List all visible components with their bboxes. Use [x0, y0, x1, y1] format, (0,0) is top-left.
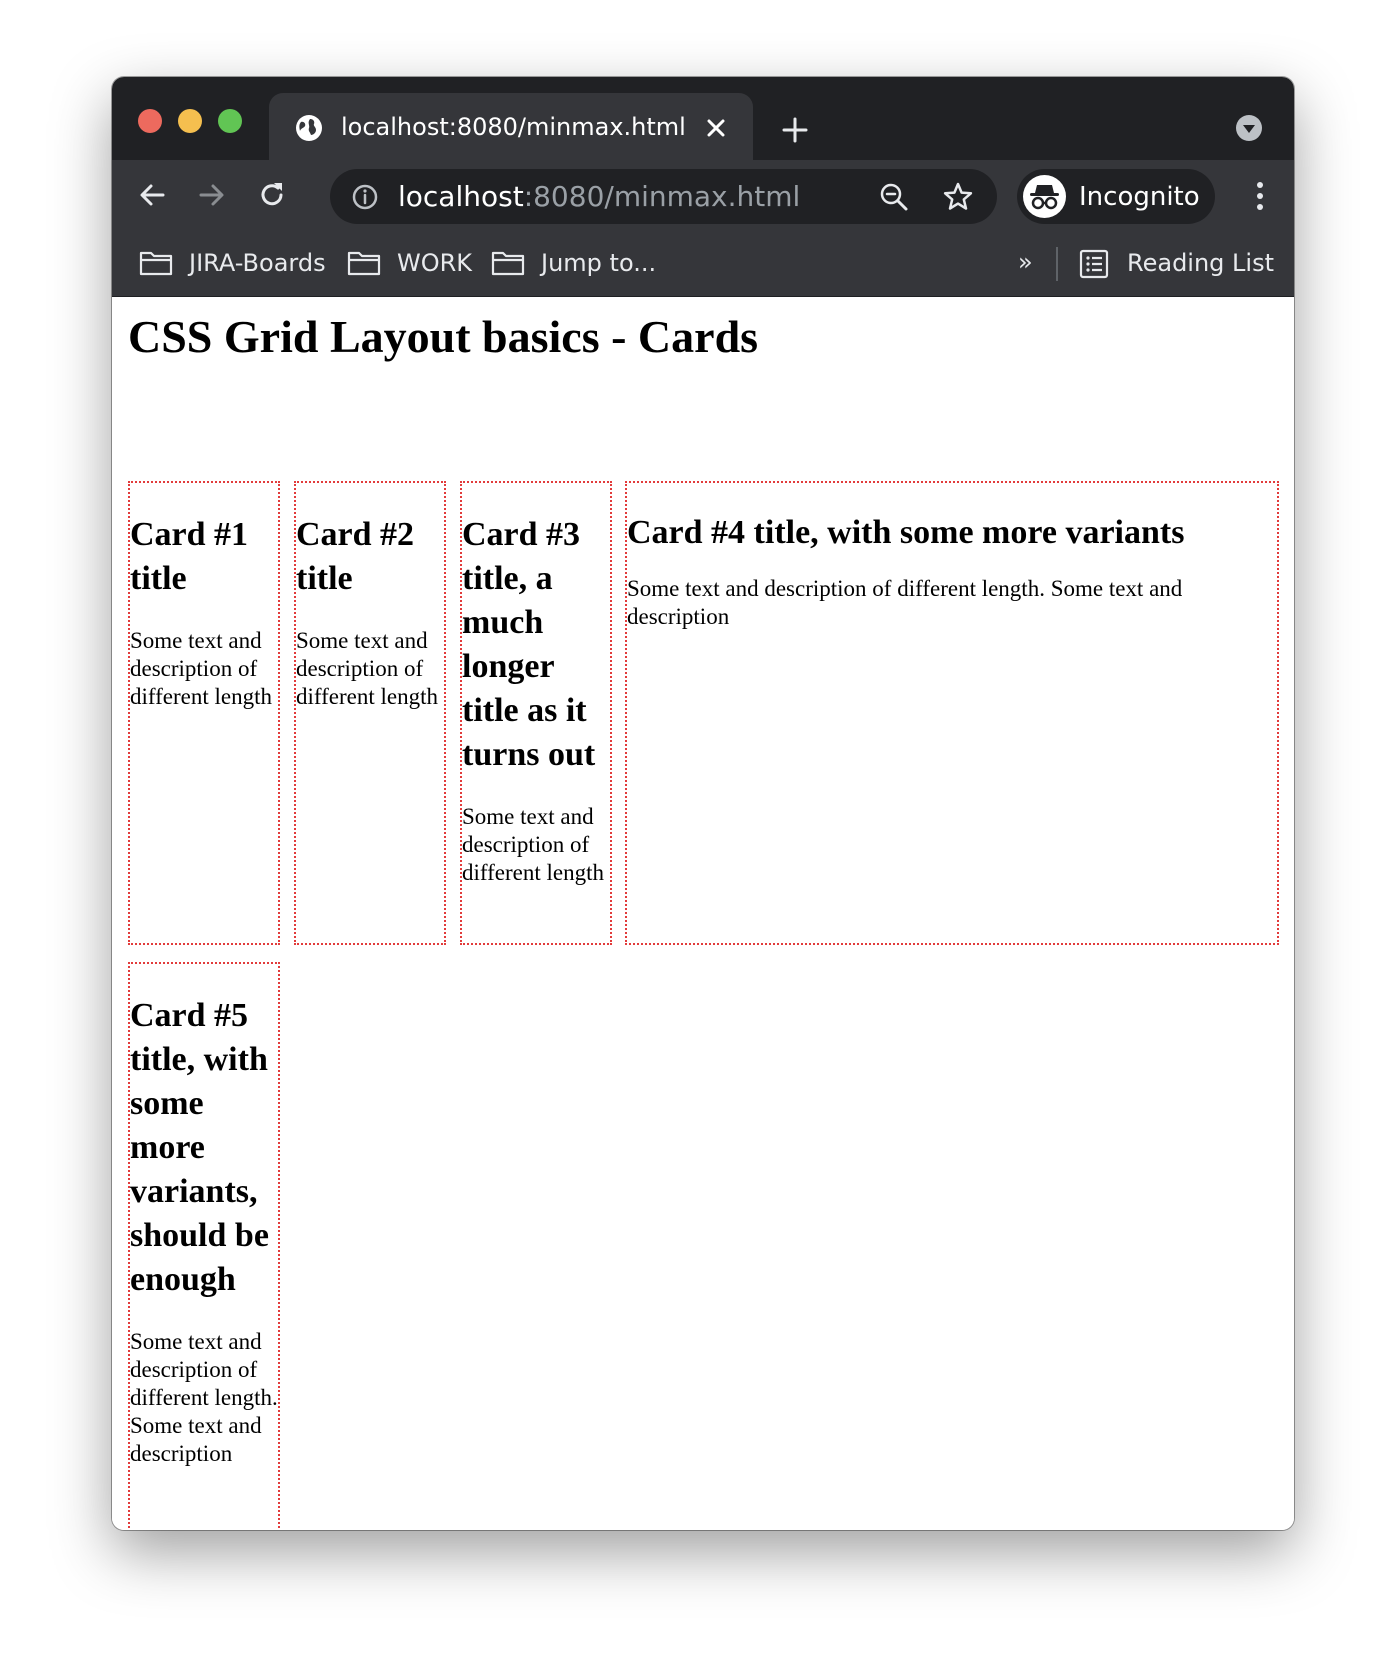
- forward-icon[interactable]: [196, 179, 228, 211]
- browser-window: [112, 77, 1294, 1530]
- back-icon[interactable]: [136, 179, 168, 211]
- minimize-window-button[interactable]: [178, 109, 202, 133]
- bookmark-folder-work[interactable]: [347, 247, 472, 279]
- card-text: Some text and description of different length. Some text and description: [627, 576, 1183, 629]
- bookmark-folder-jump-to[interactable]: [491, 247, 661, 279]
- reading-list-icon: [1079, 249, 1109, 279]
- tab-search-icon[interactable]: [1234, 113, 1264, 143]
- bookmarks-divider: [1056, 247, 1058, 281]
- url-text[interactable]: [398, 181, 800, 213]
- card-text: Some text and description of different length: [462, 804, 604, 885]
- incognito-icon: [1023, 175, 1066, 218]
- folder-icon: [139, 250, 173, 276]
- address-bar[interactable]: [330, 169, 997, 224]
- reading-list-button[interactable]: [1079, 247, 1274, 279]
- bookmark-label: WORK: [397, 249, 473, 277]
- bookmark-folder-jira-boards[interactable]: [139, 247, 329, 279]
- url-path: :8080/minmax.html: [523, 180, 801, 213]
- zoom-window-button[interactable]: [218, 109, 242, 133]
- card-text: Some text and description of different length. Some text and description: [130, 1329, 278, 1466]
- reload-icon[interactable]: [256, 179, 288, 211]
- more-menu-icon[interactable]: [1248, 179, 1272, 213]
- card-text: Some text and description of different length: [130, 628, 272, 709]
- card-text: Some text and description of different length: [296, 628, 438, 709]
- page-title: CSS Grid Layout basics - Cards: [128, 311, 759, 362]
- profile-button[interactable]: [1017, 169, 1215, 224]
- active-tab[interactable]: [269, 93, 753, 160]
- close-tab-icon[interactable]: [703, 115, 729, 141]
- bookmarks-bar: [112, 231, 1294, 297]
- close-window-button[interactable]: [138, 109, 162, 133]
- tab-strip: [112, 77, 1294, 160]
- globe-icon: [294, 113, 324, 143]
- card-2: [294, 481, 446, 945]
- zoom-out-icon[interactable]: [878, 181, 910, 213]
- card-4: [625, 481, 1279, 945]
- card-5: [128, 962, 280, 1530]
- folder-icon: [347, 250, 381, 276]
- page-content: [112, 297, 1294, 1530]
- bookmark-star-icon[interactable]: [942, 181, 974, 213]
- card-title: Card #4 title, with some more variants: [627, 514, 1185, 551]
- new-tab-icon[interactable]: [780, 115, 810, 145]
- bookmark-label: Jump to...: [541, 249, 657, 277]
- bookmark-label: JIRA-Boards: [189, 249, 326, 277]
- toolbar: [112, 160, 1294, 231]
- reading-list-label: Reading List: [1127, 249, 1274, 277]
- card-title: Card #3 title, a much longer title as it turns out: [462, 516, 596, 773]
- bookmarks-overflow-button[interactable]: »: [1018, 248, 1033, 276]
- card-3: [460, 481, 612, 945]
- profile-label: Incognito: [1079, 182, 1200, 212]
- tab-title: localhost:8080/minmax.html: [341, 113, 686, 141]
- card-1: [128, 481, 280, 945]
- folder-icon: [491, 250, 525, 276]
- card-title: Card #2 title: [296, 516, 415, 597]
- card-title: Card #1 title: [130, 516, 249, 597]
- site-info-icon[interactable]: [350, 182, 380, 212]
- card-title: Card #5 title, with some more variants, should be enough: [130, 997, 269, 1298]
- url-host: localhost: [398, 180, 524, 213]
